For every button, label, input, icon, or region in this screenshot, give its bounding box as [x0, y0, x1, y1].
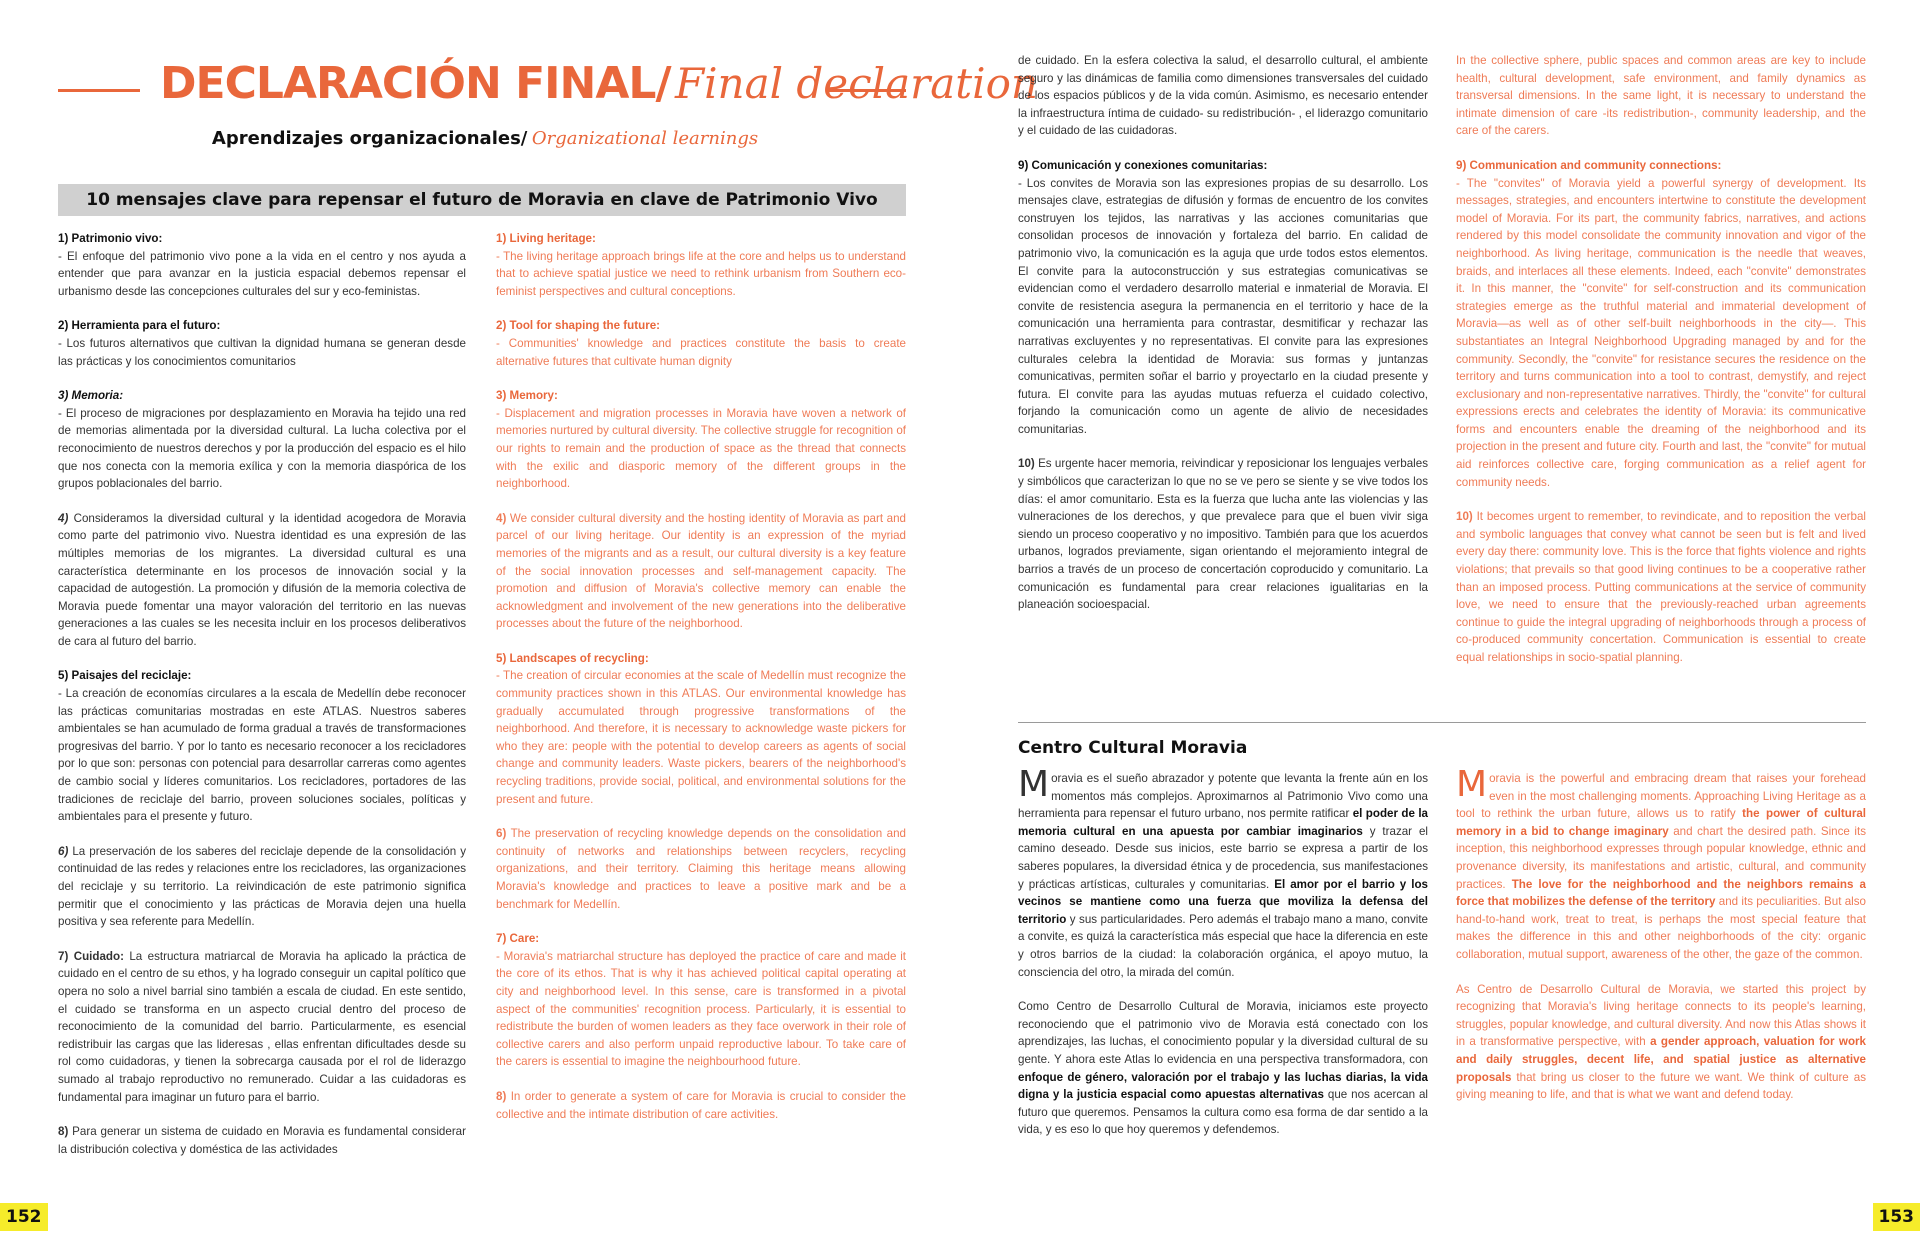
- message-text: - The creation of circular economies at the scale of Medellín must recognize the community practices shown in this ATLAS. Our environmental knowledge has gradually accumulated through progressive transformations of the neighborhood. And therefore, it is necessary to acknowledge waste pickers for who they are: people with the potential to develop careers as agents of social change and community leaders. Waste pickers, bearers of the neighborhood's recycling traditions, provide social, political, and environmental solutions for the present and future.: [496, 669, 906, 806]
- subtitle-english: Organizational learnings: [531, 128, 759, 149]
- message-text: In order to generate a system of care for Moravia is crucial to consider the collective and the intimate distribution of care activities.: [496, 1089, 906, 1121]
- message-heading: 9) Communication and community connections:: [1456, 158, 1722, 172]
- message-number: 4): [496, 511, 507, 525]
- paragraph-bold-text: El amor por el barrio y los vecinos se mantiene como una fuerza que moviliza la defensa del territorio: [1018, 877, 1429, 926]
- title-english: Final declaration: [674, 59, 1038, 108]
- paragraph-text: oravia is the powerful and embracing dream that raises your forehead even in the most challenging moments. Approaching Living Heritage as a tool to rethink the urban future, allows us to ratify: [1456, 772, 1866, 821]
- message-text: - Los futuros alternativos que cultivan la dignidad humana se generan desde las prácticas y los conocimientos comunitarios: [58, 336, 466, 368]
- paragraph-text: y sus particularidades. Pero además el trabajo mano a mano, convite a convite, es quizá la característica más especial que hace la diferencia en este y otros barrios de la ciudad: la colaboración orgánica, el apoyo mutuo, la consciencia del otro, la mirada del común.: [1018, 912, 1428, 979]
- paragraph-text: As Centro de Desarrollo Cultural de Moravia, we started this project by recognizing that Moravia's living heritage connects to its people's learning, struggles, popular knowledge, and cultural diversity. And now this Atlas shows it in a transformative perspective, with: [1456, 982, 1866, 1049]
- message-2: [58, 317, 466, 370]
- message-heading: 5) Landscapes of recycling:: [496, 651, 649, 665]
- message-text: - Moravia's matriarchal structure has deployed the practice of care and made it the core of its ethos. That is why it has achieved political capital operating at city and neighborhood level. In this sense, care is transformed in a pivotal aspect of the communities' recognition process. Particularly, it is essential to redistribute the burden of women leaders as they face overwork in their role of collective carers and also perform unpaid reproductive labour. To take care of the carers is essential to imagine the neighbourhood future.: [496, 949, 906, 1069]
- paragraph-text: Como Centro de Desarrollo Cultural de Moravia, iniciamos este proyecto reconociendo que el patrimonio vivo de Moravia está conectado con los aprendizajes, las luchas, el conocimiento popular y la diversidad cultural de su gente. Y ahora este Atlas lo evidencia en una perspectiva transformadora, con: [1018, 1000, 1428, 1066]
- message-4: [58, 510, 466, 651]
- message-9-en: [1456, 157, 1866, 491]
- paragraph-text: oravia es el sueño abrazador y potente que levanta la frente aún en los momentos más complejos. Aproximarnos al Patrimonio Vivo como una herramienta para repensar el futuro urbano, nos permite ratificar: [1018, 772, 1428, 821]
- message-9: [1018, 157, 1428, 439]
- banner: [58, 184, 906, 216]
- message-text: In the collective sphere, public spaces and common areas are key to include health, cultural development, safe environment, and family dynamics as transversal dimensions. In the same light, it is necessary to understand the intimate dimension of care -its redistribution-, community leadership, and the care of the carers.: [1456, 54, 1866, 138]
- centro-paragraph-1-en: [1456, 764, 1866, 964]
- message-text: - The "convites" of Moravia yield a powerful synergy of development. Its messages, strategies, and encounters intertwine to constitute the development model of Moravia. For its part, the community fabrics, narratives, and actions rendered by this model consolidate the community innovation and vigor of the neighborhood. As living heritage, communication is the needle that weaves, braids, and interlaces all these elements. Indeed, each "convite" demonstrates it. In this manner, the "convite" for self-construction and its communication strategies emerge as the truthful material and immaterial development of Moravia—as well as of other self-built neighborhoods in the city—. This substantiates an Integral Neighborhood Upgrading managed by and for the community. Secondly, the "convite" for resistance secures the residence on the territory and turns communication into a tool to contrast, demystify, and reject exclusionary and non-representative narratives. Thirdly, the "convite" for cultural expressions erects and celebrates the identity of Moravia: its communicative forms and encounters enable the dreaming of the neighborhood and its projection in the present and future city. Fourth and last, the "convite" for mutual aid reinforces collective care, forging communication as a relief agent for community needs.: [1456, 176, 1866, 489]
- paragraph-bold-text: The love for the neighborhood and the neighbors remains a force that mobilizes the defense of the territory: [1456, 877, 1866, 909]
- message-text: Es urgente hacer memoria, reivindicar y reposicionar los lenguajes verbales y simbólicos que caracterizan lo que no se ve pero se siente y se vive todos los días: el amor comunitario. Esta es la fuerza que lucha ante las violencias y las vulneraciones de los derechos, y que prevalece para que el buen vivir siga siendo un proceso cooperativo y no impositivo. También para que los acuerdos urbanos, logrados previamente, sigan orientando el mejoramiento integral de barrios a través de un proceso de concertación coproducido y comunitario. La comunicación es fundamental para crear relaciones igualitarias en la planeación socioespacial.: [1018, 457, 1428, 612]
- section-title: Centro Cultural Moravia: [1018, 738, 1248, 758]
- message-text: - La creación de economías circulares a la escala de Medellín debe reconocer las prácticas comunitarias mostradas en este ATLAS. Nuestros saberes ambientales se han acumulado de forma gradual a través de transformaciones progresivas del barrio. Y por lo tanto es necesario reconocer a los recicladores por lo que son: personas con potencial para desarrollar carreras como agentes de cambio social y líderes comunitarios. Los recicladores, portadores de las tradiciones de reciclaje del barrio, proveen soluciones sociales, políticas y ambientales para el presente y futuro.: [58, 687, 466, 824]
- message-heading: 9) Comunicación y conexiones comunitarias:: [1018, 158, 1268, 172]
- message-7-en: [496, 930, 906, 1071]
- message-text: The preservation of recycling knowledge depends on the consolidation and continuity of networks and relationships between recyclers, recycling organizations, and their territory. Claiming this heritage means allowing Moravia's knowledge and practices to leave a positive mark and be a benchmark for Medellín.: [496, 827, 906, 911]
- message-6: [58, 843, 466, 931]
- message-number: 4): [58, 511, 69, 525]
- centro-paragraph-1: [1018, 764, 1429, 981]
- message-heading: 7) Care:: [496, 932, 540, 946]
- message-text: - The living heritage approach brings life at the core and helps us to understand that to achieve spatial justice we need to rethink urbanism from Southern eco-feminist perspectives and cultural conceptions.: [496, 249, 906, 298]
- message-text: La preservación de los saberes del reciclaje depende de la consolidación y continuidad de las redes y relaciones entre los recicladores, las organizaciones del reciclaje y su territorio. La reivindicación de este patrimonio significa permitir que el conocimiento y las prácticas de Moravia dejen una huella positiva y sea referente para Medellín.: [58, 844, 466, 929]
- message-number: 10): [1456, 510, 1473, 524]
- paragraph-bold-text: enfoque de género, valoración por el trabajo y las luchas diarias, la vida digna y la justicia espacial como apuestas alternativas: [1018, 1070, 1428, 1102]
- message-7: [58, 948, 466, 1106]
- message-8-continued: [1018, 52, 1428, 140]
- message-2-en: [496, 317, 906, 370]
- message-number: 6): [496, 827, 507, 841]
- subtitle-spanish: Aprendizajes organizacionales/: [211, 128, 528, 149]
- message-heading: 1) Patrimonio vivo:: [58, 232, 163, 245]
- message-text: It becomes urgent to remember, to revindicate, and to reposition the verbal and symbolic languages that convey what cannot be seen but is felt and lived every day there: community love. This is the force that fights violence and rights violations; that prevails so that good living continues to be a cooperative rather than an imposed process. Putting communications at the service of community love, we need to ensure that the previously-reached urban agreements continue to guide the integral upgrading of neighborhoods through a process of co-produced community concertation. Communication is essential to create equal relationships in socio-spatial planning.: [1456, 510, 1866, 664]
- message-3: [58, 387, 466, 493]
- message-text: - Los convites de Moravia son las expresiones propias de su desarrollo. Los mensajes clave, estrategias de difusión y formas de encuentro de los convites construyen los tejidos, las narrativas y las acciones comunitarias que consolidan procesos de innovación y fortaleza del barrio. En calidad de patrimonio vivo, la comunicación es la aguja que urde todos estos elementos. El convite para la autoconstrucción y sus estrategias comunicativas se evidencian como el verdadero desarrollo material e inmaterial de Moravia. El convite de resistencia asegura la permanencia en el territorio y hace de la comunicación una herramienta para contrastar, desmitificar y rechazar las narrativas excluyentes y no representativas. El convite para las expresiones culturales celebra la identidad de Moravia: sus formas y juntanzas comunicativas, permiten soñar el barrio y proyectarlo en la ciudad presente y futura. El convite para las ayudas mutuas refuerza el cuidado colectivo, forjando la comunicación como un agente de alivio de necesidades comunitarias.: [1018, 176, 1428, 436]
- paragraph-bold-text: a gender approach, valuation for work and daily struggles, decent life, and spatial justice as alternative proposals: [1456, 1035, 1866, 1084]
- message-5: [58, 667, 466, 825]
- message-8-en: [496, 1088, 906, 1123]
- centro-paragraph-2-en: [1456, 981, 1866, 1104]
- page-subtitle: [60, 128, 910, 149]
- paragraph-bold-text: el poder de la memoria cultural en una apuesta por cambiar imaginarios: [1018, 807, 1428, 838]
- paragraph-text: that bring us closer to the future we want. We think of culture as giving meaning to life, and that is what we want and defend today.: [1456, 1070, 1866, 1102]
- message-5-en: [496, 650, 906, 808]
- message-1: [58, 230, 466, 300]
- message-heading: 1) Living heritage:: [496, 232, 596, 245]
- message-number: 8): [496, 1089, 507, 1103]
- message-text: - El proceso de migraciones por desplazamiento en Moravia ha tejido una red de memorias alimentada por la diversidad cultural. La lucha colectiva por el reconocimiento de nuestros derechos y por la producción del espacio es el hilo que nos conecta con la memoria exílica y con la memoria diaspórica de los grupos poblacionales del barrio.: [58, 406, 466, 491]
- message-10-en: [1456, 508, 1866, 666]
- message-heading: 2) Herramienta para el futuro:: [58, 319, 221, 333]
- drop-cap: M: [1018, 764, 1050, 805]
- right-spanish-column: [1018, 52, 1428, 631]
- message-heading: 3) Memoria:: [58, 389, 124, 403]
- banner-text: 10 mensajes clave para repensar el futuro de Moravia en clave de Patrimonio Vivo: [86, 190, 878, 210]
- paragraph-text: y trazar el camino deseado. Desde sus inicios, este barrio se expresa a partir de los saberes populares, la diversidad étnica y de procedencia, sus manifestaciones y prácticas artísticas, culturales y comunitarias.: [1018, 824, 1428, 891]
- left-english-column: [496, 230, 906, 1140]
- message-text: de cuidado. En la esfera colectiva la salud, el desarrollo cultural, el ambiente seguro y las dinámicas de familia como dimensiones transversales del cuidado de los espacios públicos y de la vida común. Asimismo, es necesario entender la infraestructura íntima de cuidado- su redistribución- , el liderazgo comunitario y el cuidado de las cuidadoras.: [1018, 54, 1428, 138]
- message-4-en: [496, 510, 906, 633]
- centro-english-column: [1456, 764, 1866, 1121]
- message-text: We consider cultural diversity and the hosting identity of Moravia as part and parcel of our living heritage. Our identity is an expression of the myriad memories of the migrants and as a result, our cultural diversity is a key feature of the social innovation processes and self-management capacity. The promotion and diffusion of Moravia's collective memory can enable the acknowledgment and involvement of the new generations into the deliberative processes about the future of the neighborhood.: [496, 511, 906, 631]
- centro-paragraph-2: [1018, 998, 1428, 1139]
- section-divider: [1018, 722, 1866, 723]
- page-number-right: 153: [1873, 1203, 1920, 1231]
- message-text: La estructura matriarcal de Moravia ha aplicado la práctica de cuidado en el centro de su ethos, y ha logrado conseguir un capital político que opera no solo a nivel barrial sino también a escala de ciudad. En este sentido, el cuidado se transforma en un aspecto crucial dentro del proceso de reconocimiento de la comunidad del barrio. Particularmente, es esencial redistribuir las cargas que las lideresas , ellas enfrentan dificultades desde su rol como cuidadoras, y tienen la sobrecarga causada por el rol de liderazgo sumado al trabajo reproductivo no remunerado. Cuidar a las cuidadoras es fundamental para imaginar un futuro para el barrio.: [58, 949, 467, 1104]
- message-number: 8): [58, 1125, 69, 1139]
- title-spanish: DECLARACIÓN FINAL/: [160, 58, 671, 109]
- left-spanish-column: [58, 230, 466, 1175]
- message-3-en: [496, 387, 906, 493]
- message-number: 7) Cuidado:: [58, 949, 124, 963]
- title-rule-left: [58, 89, 140, 92]
- message-8-continued-en: [1456, 52, 1866, 140]
- drop-cap: M: [1456, 764, 1488, 805]
- page-number-left: 152: [0, 1203, 48, 1231]
- message-text: Consideramos la diversidad cultural y la identidad acogedora de Moravia como parte del patrimonio vivo. Nuestra identidad es una expresión de las múltiples memorias de los migrantes. La diversidad cultural es una característica determinante en los procesos de innovación social y la capacidad de autogestión. La promoción y difusión de la memoria colectiva de Moravia puede fomentar una mayor valoración del territorio en las nuevas generaciones a las cuales se les necesita incluir en los procesos deliberativos de cara al futuro del barrio.: [58, 511, 466, 648]
- message-text: - Displacement and migration processes in Moravia have woven a network of memories nurtured by cultural diversity. The collective struggle for recognition of our rights to remain and the production of space as the thread that connects with the exilic and diasporic memory of the different groups in the neighborhood.: [496, 406, 906, 491]
- page-title: [160, 58, 1038, 109]
- message-number: 10): [1018, 457, 1035, 471]
- paragraph-text: and its peculiarities. But also hand-to-hand work, treat to treat, is perhaps the most special feature that makes the difference in this and other neighborhoods of the city: organic collaboration, mutual support, awareness of the other, the gaze of the common.: [1456, 895, 1866, 961]
- message-number: 6): [58, 844, 69, 858]
- message-heading: 3) Memory:: [496, 389, 558, 403]
- message-text: Para generar un sistema de cuidado en Moravia es fundamental considerar la distribución colectiva y doméstica de las actividades: [58, 1125, 466, 1156]
- paragraph-bold-text: the power of cultural memory in a bid to change imaginary: [1456, 807, 1866, 838]
- centro-spanish-column: [1018, 764, 1429, 1156]
- paragraph-text: que nos acercan al futuro que queremos. Pensamos la cultura como esa forma de dar sentido a la vida, y es eso lo que hoy queremos y defendemos.: [1018, 1088, 1428, 1137]
- message-8: [58, 1123, 466, 1158]
- message-text: - El enfoque del patrimonio vivo pone a la vida en el centro y nos ayuda a entender que para avanzar en la justicia espacial debemos repensar el urbanismo desde las concepciones culturales del sur y eco-feministas.: [58, 249, 466, 298]
- message-heading: 5) Paisajes del reciclaje:: [58, 669, 192, 683]
- paragraph-text: and chart the desired path. Since its inception, this neighborhood expresses through popular knowledge, ethnic and provenance diversity, its manifestations and artistic, cultural, and community practices.: [1456, 824, 1866, 891]
- right-english-column: [1456, 52, 1866, 684]
- message-heading: 2) Tool for shaping the future:: [496, 319, 661, 333]
- message-text: - Communities' knowledge and practices constitute the basis to create alternative futures that cultivate human dignity: [496, 336, 906, 368]
- message-10: [1018, 455, 1428, 613]
- message-6-en: [496, 825, 906, 913]
- message-1-en: [496, 230, 906, 300]
